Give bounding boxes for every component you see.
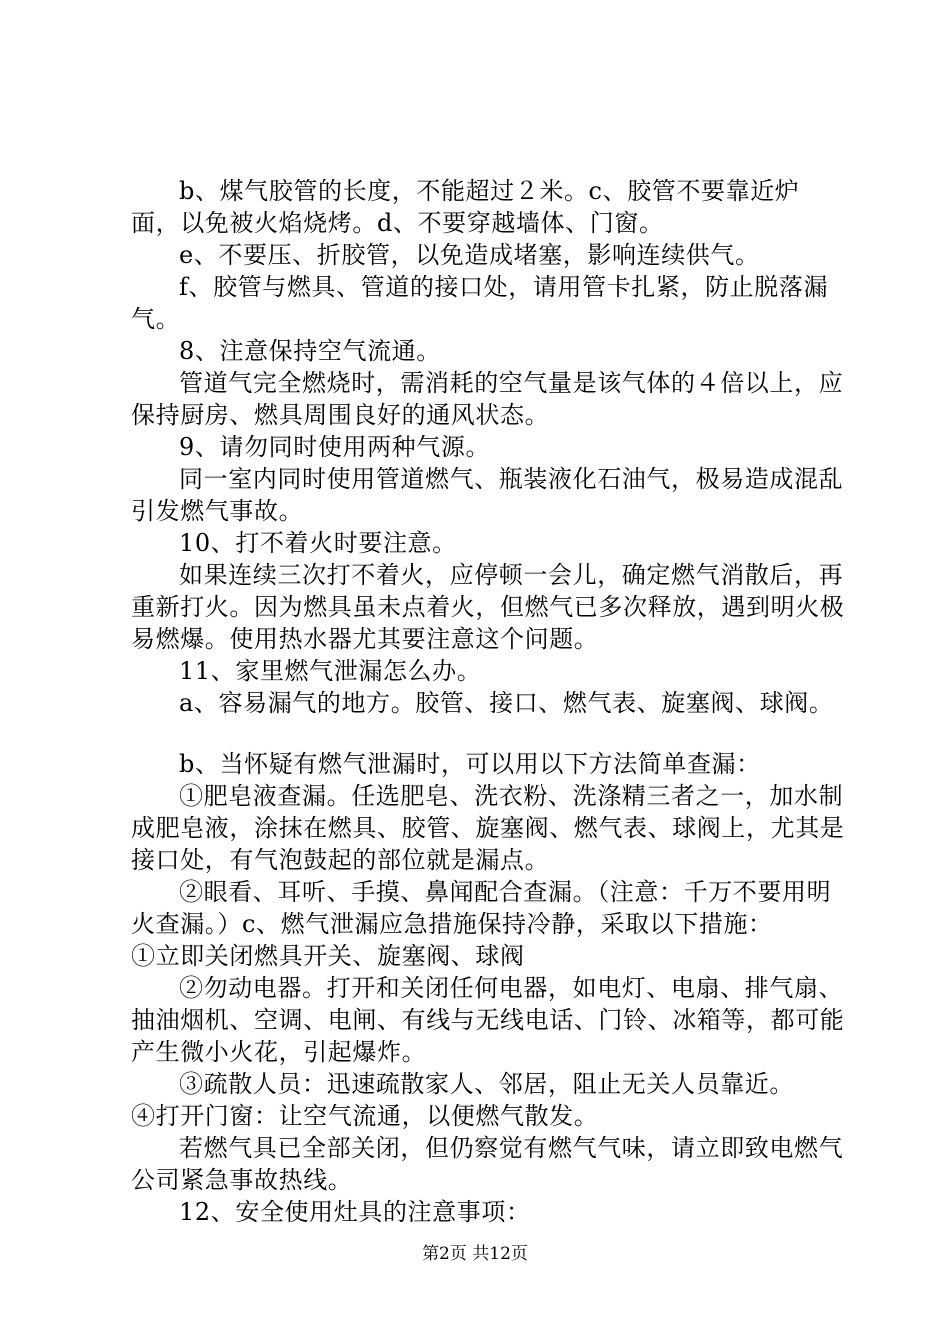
paragraph-hose-length: b、煤气胶管的长度，不能超过２米。c、胶管不要靠近炉面，以免被火焰烧烤。d、不要穿越墙体、门窗。 xyxy=(131,177,800,237)
page-number-footer: 第2页 共12页 xyxy=(422,1244,528,1264)
paragraph-gap xyxy=(131,719,847,748)
paragraph-hotline: 若燃气具已全部关闭，但仍察觉有燃气气味，请立即致电燃气公司紧急事故热线。 xyxy=(131,1134,844,1194)
paragraph-hose-fold: e、不要压、折胶管，以免造成堵塞，影响连续供气。 xyxy=(179,241,760,269)
paragraph-two-gas-sources: 同一室内同时使用管道燃气、瓶装液化石油气，极易造成混乱引发燃气事故。 xyxy=(131,465,844,525)
paragraph-senses-check: ②眼看、耳听、手摸、鼻闻配合查漏。（注意：千万不要用明火查漏。）c、燃气泄漏应急措施保持冷静，采取以下措施： xyxy=(131,878,832,938)
heading-two-gas-sources: 9、请勿同时使用两种气源。 xyxy=(179,433,491,461)
paragraph-hose-clamp: f、胶管与燃具、管道的接口处，请用管卡扎紧，防止脱落漏气。 xyxy=(131,273,829,333)
paragraph-close-valves: ①立即关闭燃具开关、旋塞阀、球阀 xyxy=(131,942,525,970)
heading-ventilation: 8、注意保持空气流通。 xyxy=(179,337,441,365)
paragraph-leak-locations: a、容易漏气的地方。胶管、接口、燃气表、旋塞阀、球阀。 xyxy=(179,689,834,717)
paragraph-ventilation: 管道气完全燃烧时，需消耗的空气量是该气体的４倍以上，应保持厨房、燃具周围良好的通风状态。 xyxy=(131,369,844,429)
heading-stove-safety: 12、安全使用灶具的注意事项： xyxy=(179,1198,531,1226)
document-body xyxy=(131,175,847,1228)
paragraph-soap-check: ①肥皂液查漏。任选肥皂、洗衣粉、洗涤精三者之一，加水制成肥皂液，涂抹在燃具、胶管、旋塞阀、燃气表、球阀上，尤其是接口处，有气泡鼓起的部位就是漏点。 xyxy=(131,782,845,874)
heading-gas-leak: 11、家里燃气泄漏怎么办。 xyxy=(179,657,482,685)
paragraph-ignition-failure: 如果连续三次打不着火，应停顿一会儿，确定燃气消散后，再重新打火。因为燃具虽未点着火，但燃气已多次释放，遇到明火极易燃爆。使用热水器尤其要注意这个问题。 xyxy=(131,561,845,653)
paragraph-open-windows: ④打开门窗：让空气流通，以便燃气散发。 xyxy=(131,1102,599,1130)
heading-ignition-failure: 10、打不着火时要注意。 xyxy=(179,529,457,557)
paragraph-leak-check-intro: b、当怀疑有燃气泄漏时，可以用以下方法简单查漏： xyxy=(179,750,761,778)
paragraph-evacuate: ③疏散人员：迅速疏散家人、邻居，阻止无关人员靠近。 xyxy=(179,1070,794,1098)
paragraph-no-electrics: ②勿动电器。打开和关闭任何电器，如电灯、电扇、排气扇、抽油烟机、空调、电闸、有线与无线电话、门铃、冰箱等，都可能产生微小火花，引起爆炸。 xyxy=(131,974,845,1066)
